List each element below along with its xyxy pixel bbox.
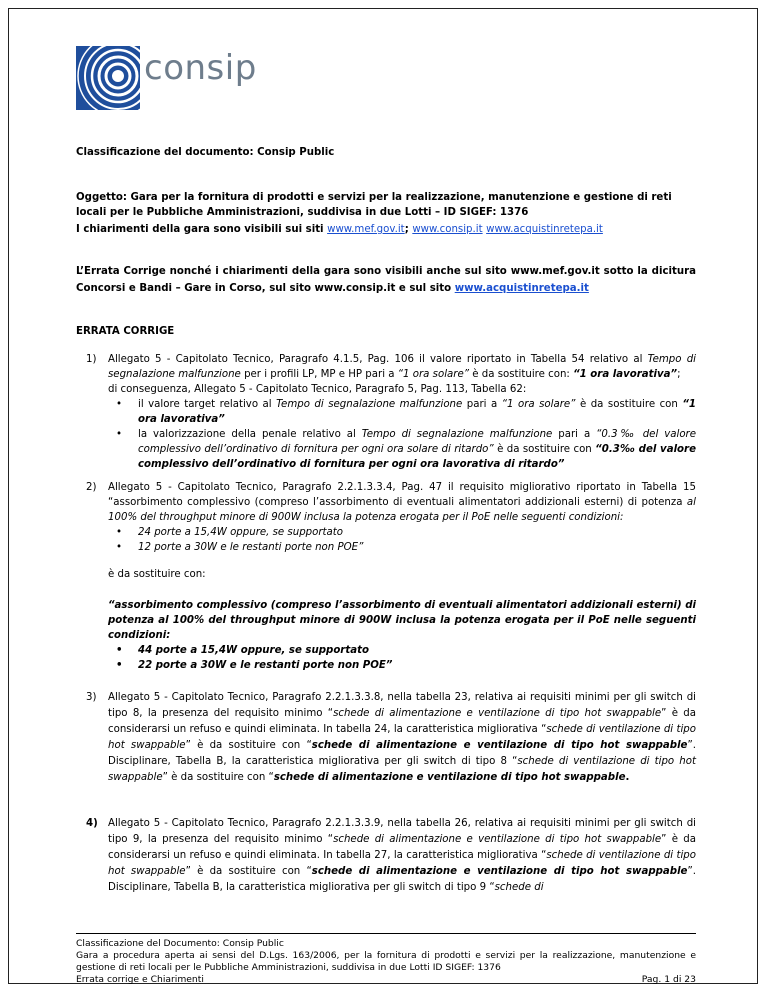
errata-item-3 bbox=[76, 690, 696, 786]
errata-notice bbox=[76, 263, 696, 297]
errata-item-2 bbox=[76, 480, 696, 673]
page-footer bbox=[76, 938, 696, 986]
visibility-line: I chiarimenti della gara sono visibili sui siti www.mef.gov.it; www.consip.it www.acquistinretepa.it bbox=[76, 224, 603, 235]
link-mef[interactable]: www.mef.gov.it bbox=[327, 224, 405, 235]
item-text: di conseguenza, Allegato 5 - Capitolato Tecnico, Paragrafo 5, Pag. 113, Tabella 62: bbox=[108, 384, 527, 395]
item-text: è da sostituire con: bbox=[108, 569, 206, 580]
logo-wordmark: consip bbox=[144, 48, 257, 88]
errata-item-1 bbox=[76, 352, 696, 472]
item-text: Allegato 5 - Capitolato Tecnico, Paragrafo 4.1.5, Pag. 106 il valore riportato in Tabella 54 relativo al Tempo di segnalazione malfunzione per i profili LP, MP e HP pari a “1 ora solare” è da sostituire con: “1 ora lavorativa”; bbox=[108, 354, 696, 380]
errata-item-4 bbox=[76, 816, 696, 896]
footer-divider bbox=[76, 933, 696, 934]
list-item: • 22 porte a 30W e le restanti porte non POE” bbox=[108, 658, 696, 673]
item-text: Allegato 5 - Capitolato Tecnico, Paragrafo 2.2.1.3.3.8, nella tabella 23, relativa ai requisiti minimi per gli switch di tipo 8, la presenza del requisito minimo “schede di alimentazione e ventilazione di tipo hot swappable” è da considerarsi un refuso e quindi eliminata. In tabella 24, la caratteristica migliorativa “schede di ventilazione di tipo hot swappable” è da sostituire con “schede di alimentazione e ventilazione di tipo hot swappable”. Disciplinare, Tabella B, la caratteristica migliorativa per gli switch di tipo 8 “schede di ventilazione di tipo hot swappable” è da sostituire con “schede di alimentazione e ventilazione di tipo hot swappable. bbox=[108, 692, 697, 783]
list-item: • 12 porte a 30W e le restanti porte non POE” bbox=[108, 540, 696, 555]
list-item: • 24 porte a 15,4W oppure, se supportato bbox=[108, 525, 696, 540]
item-number: 4) bbox=[86, 818, 98, 829]
page-number: Pag. 1 di 23 bbox=[641, 974, 696, 985]
visibility-prefix: I chiarimenti della gara sono visibili sui siti bbox=[76, 224, 324, 235]
bullet-list bbox=[108, 643, 696, 673]
list-item: • la valorizzazione della penale relativo al Tempo di segnalazione malfunzione pari a “0.3‰ del valore complessivo dell’ordinativo di fornitura per ogni ora solare di ritardo” è da sostituire con “0.3‰ del valore complessivo dell’ordinativo di fornitura per ogni ora lavorativa di ritardo” bbox=[108, 427, 696, 472]
footer-classification: Classificazione del Documento: Consip Public bbox=[76, 938, 284, 949]
item-number: 1) bbox=[86, 354, 97, 365]
document-subject: Oggetto: Gara per la fornitura di prodotti e servizi per la realizzazione, manutenzione e gestione di reti locali per le Pubbliche Amministrazioni, suddivisa in due Lotti – ID SIGEF: 1376 bbox=[76, 192, 672, 218]
link-acquistinretepa[interactable]: www.acquistinretepa.it bbox=[486, 224, 603, 235]
item-text: Allegato 5 - Capitolato Tecnico, Paragrafo 2.2.1.3.3.9, nella tabella 26, relativa ai requisiti minimi per gli switch di tipo 9, la presenza del requisito minimo “schede di alimentazione e ventilazione di tipo hot swappable” è da considerarsi un refuso e quindi eliminata. In tabella 27, la caratteristica migliorativa “schede di ventilazione di tipo hot swappable” è da sostituire con “schede di alimentazione e ventilazione di tipo hot swappable”. Disciplinare, Tabella B, la caratteristica migliorativa per gli switch di tipo 9 “schede di bbox=[108, 818, 697, 893]
section-title: ERRATA CORRIGE bbox=[76, 326, 175, 337]
footer-doc-title: Errata corrige e Chiarimenti bbox=[76, 974, 204, 985]
link-acquistinretepa-2[interactable]: www.acquistinretepa.it bbox=[454, 283, 589, 294]
consip-logo bbox=[76, 46, 140, 110]
item-text: “assorbimento complessivo (compreso l’assorbimento di eventuali alimentatori addizionali esterni) di potenza al 100% del throughput minore di 900W inclusa la potenza erogata per il PoE nelle seguenti condizioni: bbox=[108, 600, 696, 641]
bullet-list bbox=[108, 525, 696, 555]
link-consip[interactable]: www.consip.it bbox=[412, 224, 483, 235]
item-number: 3) bbox=[86, 692, 97, 703]
list-item: • il valore target relativo al Tempo di segnalazione malfunzione pari a “1 ora solare” è da sostituire con “1 ora lavorativa” bbox=[108, 397, 696, 427]
list-item: • 44 porte a 15,4W oppure, se supportato bbox=[108, 643, 696, 658]
errata-notice-text: L’Errata Corrige nonché i chiarimenti della gara sono visibili anche sul sito www.mef.gov.it sotto la dicitura Concorsi e Bandi – Gare in Corso, sul sito www.consip.it e sul sito bbox=[76, 266, 696, 294]
bullet-list bbox=[108, 397, 696, 472]
item-number: 2) bbox=[86, 482, 97, 493]
footer-tender: Gara a procedura aperta ai sensi del D.Lgs. 163/2006, per la fornitura di prodotti e servizi per la realizzazione, manutenzione e gestione di reti locali per le Pubbliche Amministrazioni, suddivisa in due Lotti ID SIGEF: 1376 bbox=[76, 950, 696, 973]
document-classification: Classificazione del documento: Consip Public bbox=[76, 147, 335, 158]
item-text: Allegato 5 - Capitolato Tecnico, Paragrafo 2.2.1.3.3.4, Pag. 47 il requisito migliorativo riportato in Tabella 15 “assorbimento complessivo (compreso l’assorbimento di eventuali alimentatori addizionali esterni) di potenza al 100% del throughput minore di 900W inclusa la potenza erogata per il PoE nelle seguenti condizioni: bbox=[108, 482, 696, 523]
